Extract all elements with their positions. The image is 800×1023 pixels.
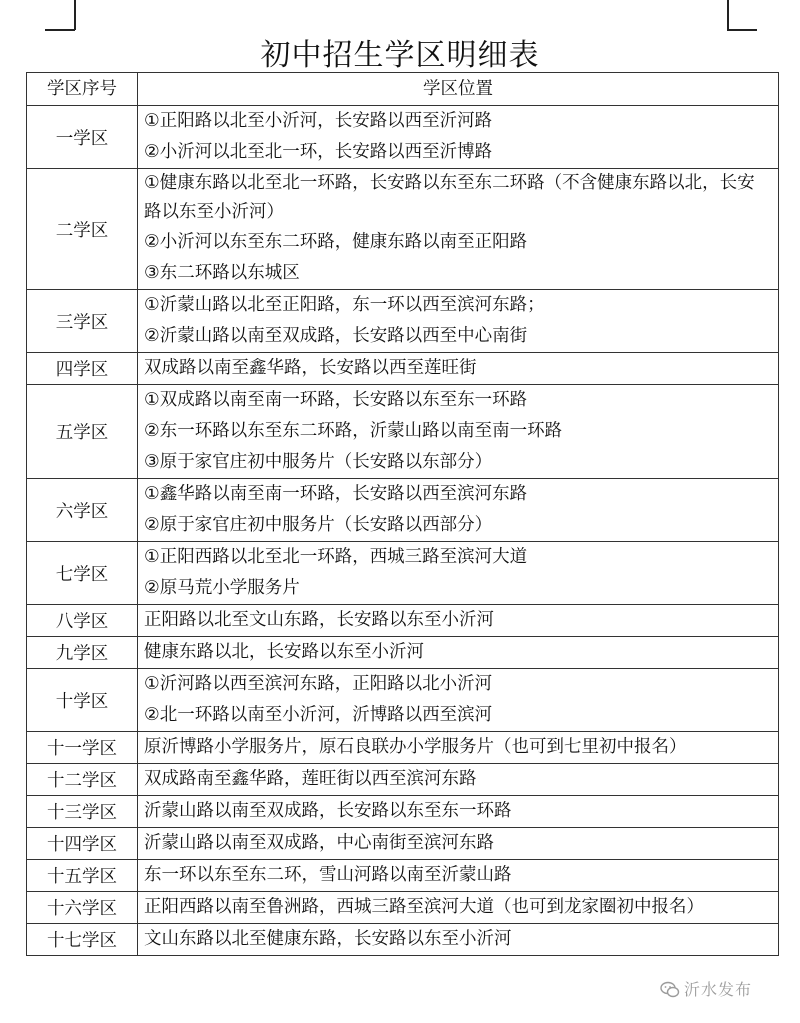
wechat-icon xyxy=(660,981,680,999)
table-row xyxy=(27,924,779,956)
district-number-cell: 四学区 xyxy=(27,353,138,385)
watermark-text: 沂水发布 xyxy=(684,980,753,999)
location-line: 双成路南至鑫华路，莲旺街以西至滨河东路 xyxy=(144,769,477,789)
district-number-cell: 九学区 xyxy=(27,637,138,669)
header-district-number: 学区序号 xyxy=(27,73,138,106)
location-line: 东一环以东至东二环，雪山河路以南至沂蒙山路 xyxy=(144,865,512,885)
district-number-cell: 八学区 xyxy=(27,605,138,637)
district-table xyxy=(26,72,779,956)
watermark xyxy=(660,977,752,1000)
location-line: ①沂蒙山路以北至正阳路，东一环以西至滨河东路； xyxy=(144,295,545,315)
district-location-cell xyxy=(138,860,779,892)
location-line: ①正阳西路以北至北一环路，西城三路至滨河大道 xyxy=(144,547,528,567)
table-row xyxy=(27,764,779,796)
location-line: ①健康东路以北至北一环路，长安路以东至东二环路（不含健康东路以北，长安路以东至小沂河） xyxy=(144,173,755,222)
district-number-cell: 十七学区 xyxy=(27,924,138,956)
crop-mark-right-vertical xyxy=(727,0,729,30)
district-number-cell: 七学区 xyxy=(27,542,138,605)
district-number-cell: 十五学区 xyxy=(27,860,138,892)
table-row xyxy=(27,542,779,605)
district-location-cell xyxy=(138,669,779,732)
location-line: ②原于家官庄初中服务片（长安路以西部分） xyxy=(144,515,493,535)
location-line: ②小沂河以东至东二环路，健康东路以南至正阳路 xyxy=(144,232,528,252)
district-number-cell: 十三学区 xyxy=(27,796,138,828)
location-line: ②沂蒙山路以南至双成路，长安路以西至中心南街 xyxy=(144,326,528,346)
district-location-cell xyxy=(138,892,779,924)
location-line: 沂蒙山路以南至双成路，中心南街至滨河东路 xyxy=(144,833,494,853)
district-location-cell xyxy=(138,637,779,669)
location-line: 原沂博路小学服务片，原石良联办小学服务片（也可到七里初中报名） xyxy=(144,737,687,757)
district-location-cell xyxy=(138,169,779,290)
table-row xyxy=(27,385,779,479)
district-location-cell xyxy=(138,353,779,385)
district-location-cell xyxy=(138,106,779,169)
district-number-cell: 五学区 xyxy=(27,385,138,479)
district-number-cell: 十六学区 xyxy=(27,892,138,924)
district-location-cell xyxy=(138,764,779,796)
table-row xyxy=(27,860,779,892)
location-line: ③东二环路以东城区 xyxy=(144,263,300,283)
table-row xyxy=(27,828,779,860)
district-number-cell: 一学区 xyxy=(27,106,138,169)
district-number-cell: 六学区 xyxy=(27,479,138,542)
table-row xyxy=(27,669,779,732)
location-line: ①鑫华路以南至南一环路，长安路以西至滨河东路 xyxy=(144,484,528,504)
table-row xyxy=(27,169,779,290)
page-title: 初中招生学区明细表 xyxy=(260,38,540,73)
district-number-cell: 三学区 xyxy=(27,290,138,353)
location-line: ②小沂河以北至北一环，长安路以西至沂博路 xyxy=(144,142,493,162)
district-number-cell: 十二学区 xyxy=(27,764,138,796)
header-district-location: 学区位置 xyxy=(138,73,779,106)
location-line: ②东一环路以东至东二环路，沂蒙山路以南至南一环路 xyxy=(144,421,563,441)
table-header-row xyxy=(27,73,779,106)
table-row xyxy=(27,892,779,924)
table-row xyxy=(27,732,779,764)
location-line: ③原于家官庄初中服务片（长安路以东部分） xyxy=(144,452,493,472)
district-location-cell xyxy=(138,290,779,353)
district-location-cell xyxy=(138,479,779,542)
district-location-cell xyxy=(138,732,779,764)
table-row xyxy=(27,106,779,169)
district-location-cell xyxy=(138,605,779,637)
location-line: ②原马荒小学服务片 xyxy=(144,578,300,598)
district-number-cell: 十四学区 xyxy=(27,828,138,860)
district-location-cell xyxy=(138,796,779,828)
district-number-cell: 二学区 xyxy=(27,169,138,290)
table-row xyxy=(27,796,779,828)
location-line: 健康东路以北，长安路以东至小沂河 xyxy=(144,642,424,662)
table-row xyxy=(27,290,779,353)
location-line: 正阳西路以南至鲁洲路，西城三路至滨河大道（也可到龙家圈初中报名） xyxy=(144,897,704,917)
district-location-cell xyxy=(138,542,779,605)
table-row xyxy=(27,605,779,637)
location-line: ①沂河路以西至滨河东路，正阳路以北小沂河 xyxy=(144,674,493,694)
district-location-cell xyxy=(138,828,779,860)
district-location-cell xyxy=(138,924,779,956)
location-line: 沂蒙山路以南至双成路，长安路以东至东一环路 xyxy=(144,801,512,821)
location-line: 文山东路以北至健康东路，长安路以东至小沂河 xyxy=(144,929,512,949)
location-line: 正阳路以北至文山东路，长安路以东至小沂河 xyxy=(144,610,494,630)
location-line: ②北一环路以南至小沂河，沂博路以西至滨河 xyxy=(144,705,493,725)
table-row xyxy=(27,353,779,385)
table-row xyxy=(27,637,779,669)
location-line: ①双成路以南至南一环路，长安路以东至东一环路 xyxy=(144,390,528,410)
district-location-cell xyxy=(138,385,779,479)
district-number-cell: 十一学区 xyxy=(27,732,138,764)
location-line: 双成路以南至鑫华路，长安路以西至莲旺街 xyxy=(144,358,477,378)
location-line: ①正阳路以北至小沂河，长安路以西至沂河路 xyxy=(144,111,493,131)
crop-mark-left-vertical xyxy=(74,0,76,30)
district-number-cell: 十学区 xyxy=(27,669,138,732)
table-row xyxy=(27,479,779,542)
